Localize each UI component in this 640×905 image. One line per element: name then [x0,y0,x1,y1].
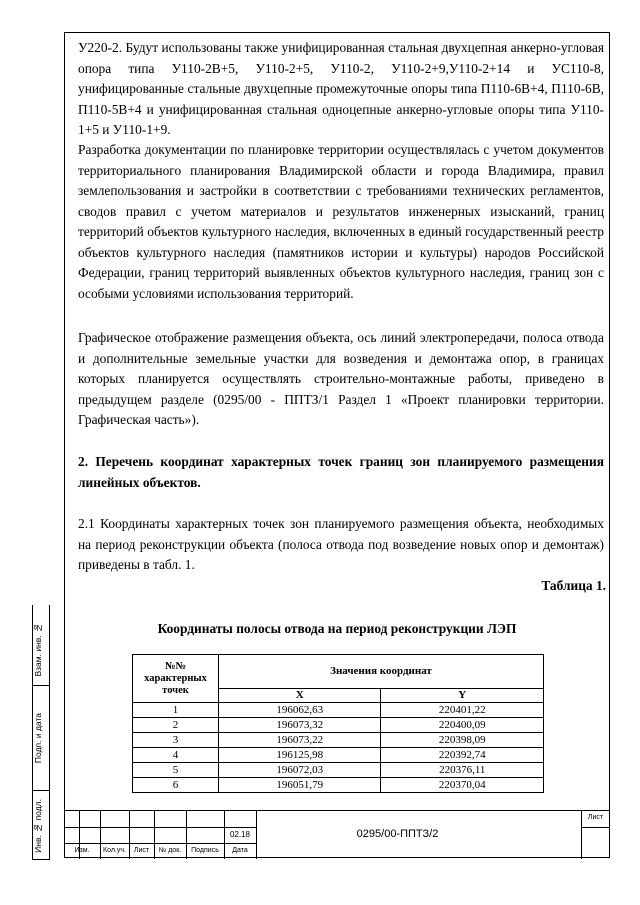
paragraph-coordinates: 2.1 Координаты характерных точек зон планируемого размещения объекта, необходимых на период реконструкции объекта (полоса отвода под возведение новых опор и демонтаж) приведены в табл. 1. [78,516,604,572]
table-title: Координаты полосы отвода на период реконструкции ЛЭП [157,621,517,636]
stamp-col-data: Дата [232,847,248,854]
stamp-date: 02.18 [229,830,251,839]
header-x: X [218,689,381,703]
paragraph-documentation: Разработка документации по планировке территории осуществлялась с учетом документов территориального планирования Владимирской области и города Владимира, правил землепользования и застройки в соответствии с требованиями технических регламентов, сводов правил с учетом материалов и результатов инженерных изысканий, границ территорий объектов культурного наследия, включенных в единый государственный реестр объектов культурного наследия (памятников истории и культуры) народов Российской Федерации, границ территорий выявленных объектов культурного наследия, границ зон с особыми условиями использования территорий. [78,142,604,301]
y-value: 220400,09 [381,718,544,733]
table-label: Таблица 1. [541,578,606,593]
y-value: 220398,09 [381,733,544,748]
side-label-inv: Инв. № подл. [33,799,43,853]
header-coordinate-values: Значения координат [218,655,543,689]
y-value: 220392,74 [381,748,544,763]
table-row [133,748,544,763]
point-number: 2 [133,718,219,733]
header-y: Y [381,689,544,703]
point-number: 1 [133,703,219,718]
stamp-col-izm: Изм. [74,847,90,854]
point-number: 4 [133,748,219,763]
x-value: 196073,32 [218,718,381,733]
stamp-col-podpis: Подпись [191,847,219,854]
y-value: 220401,22 [381,703,544,718]
table-row [133,778,544,793]
coordinates-table [132,654,544,793]
header-point-number: №№ характерных точек [133,655,219,703]
x-value: 196072,03 [218,763,381,778]
side-field-vzam [32,605,50,685]
x-value: 196073,22 [218,733,381,748]
y-value: 220376,11 [381,763,544,778]
table-row [133,733,544,748]
y-value: 220370,04 [381,778,544,793]
table-row [133,763,544,778]
x-value: 196062,63 [218,703,381,718]
side-label-vzam: Взам. инв. № [33,623,43,677]
stamp-sheet-label: Лист [587,814,604,821]
stamp-col-ndok: № док. [158,847,182,854]
x-value: 196051,79 [218,778,381,793]
paragraph-supports: У220-2. Будут использованы также унифицированная стальная двухцепная анкерно-угловая опора типа У110-2В+5, У110-2+5, У110-2, У110-2+9,У110-2+14 и УС110-8, унифицированные стальные двухцепные промежуточные опоры типа П110-6В+4, П110-6В, П110-5В+4 и унифицированная стальная одноцепные анкерно-угловые опоры типа У110-1+5 и У110-1+9. [78,40,604,137]
paragraph-graphics: Графическое отображение размещения объекта, ось линий электропередачи, полоса отвода и дополнительные земельные участки для возведения и демонтажа опор, в границах которых планируется осуществлять строительно-монтажные работы, приведено в предыдущем разделе (0295/00 - ППТЗ/1 Раздел 1 «Проект планировки территории. Графическая часть»). [78,330,604,427]
point-number: 5 [133,763,219,778]
section-heading: 2. Перечень координат характерных точек границ зон планируемого размещения линейных объектов. [78,454,604,490]
stamp-col-list: Лист [133,847,150,854]
point-number: 3 [133,733,219,748]
side-label-podp: Подп. и дата [33,712,43,763]
side-field-podp [32,685,50,791]
document-code: 0295/00-ППТЗ/2 [356,828,439,840]
side-field-inv [32,790,50,860]
point-number: 6 [133,778,219,793]
stamp-col-kolu: Кол.уч. [103,847,126,854]
x-value: 196125,98 [218,748,381,763]
table-row [133,703,544,718]
table-row [133,718,544,733]
